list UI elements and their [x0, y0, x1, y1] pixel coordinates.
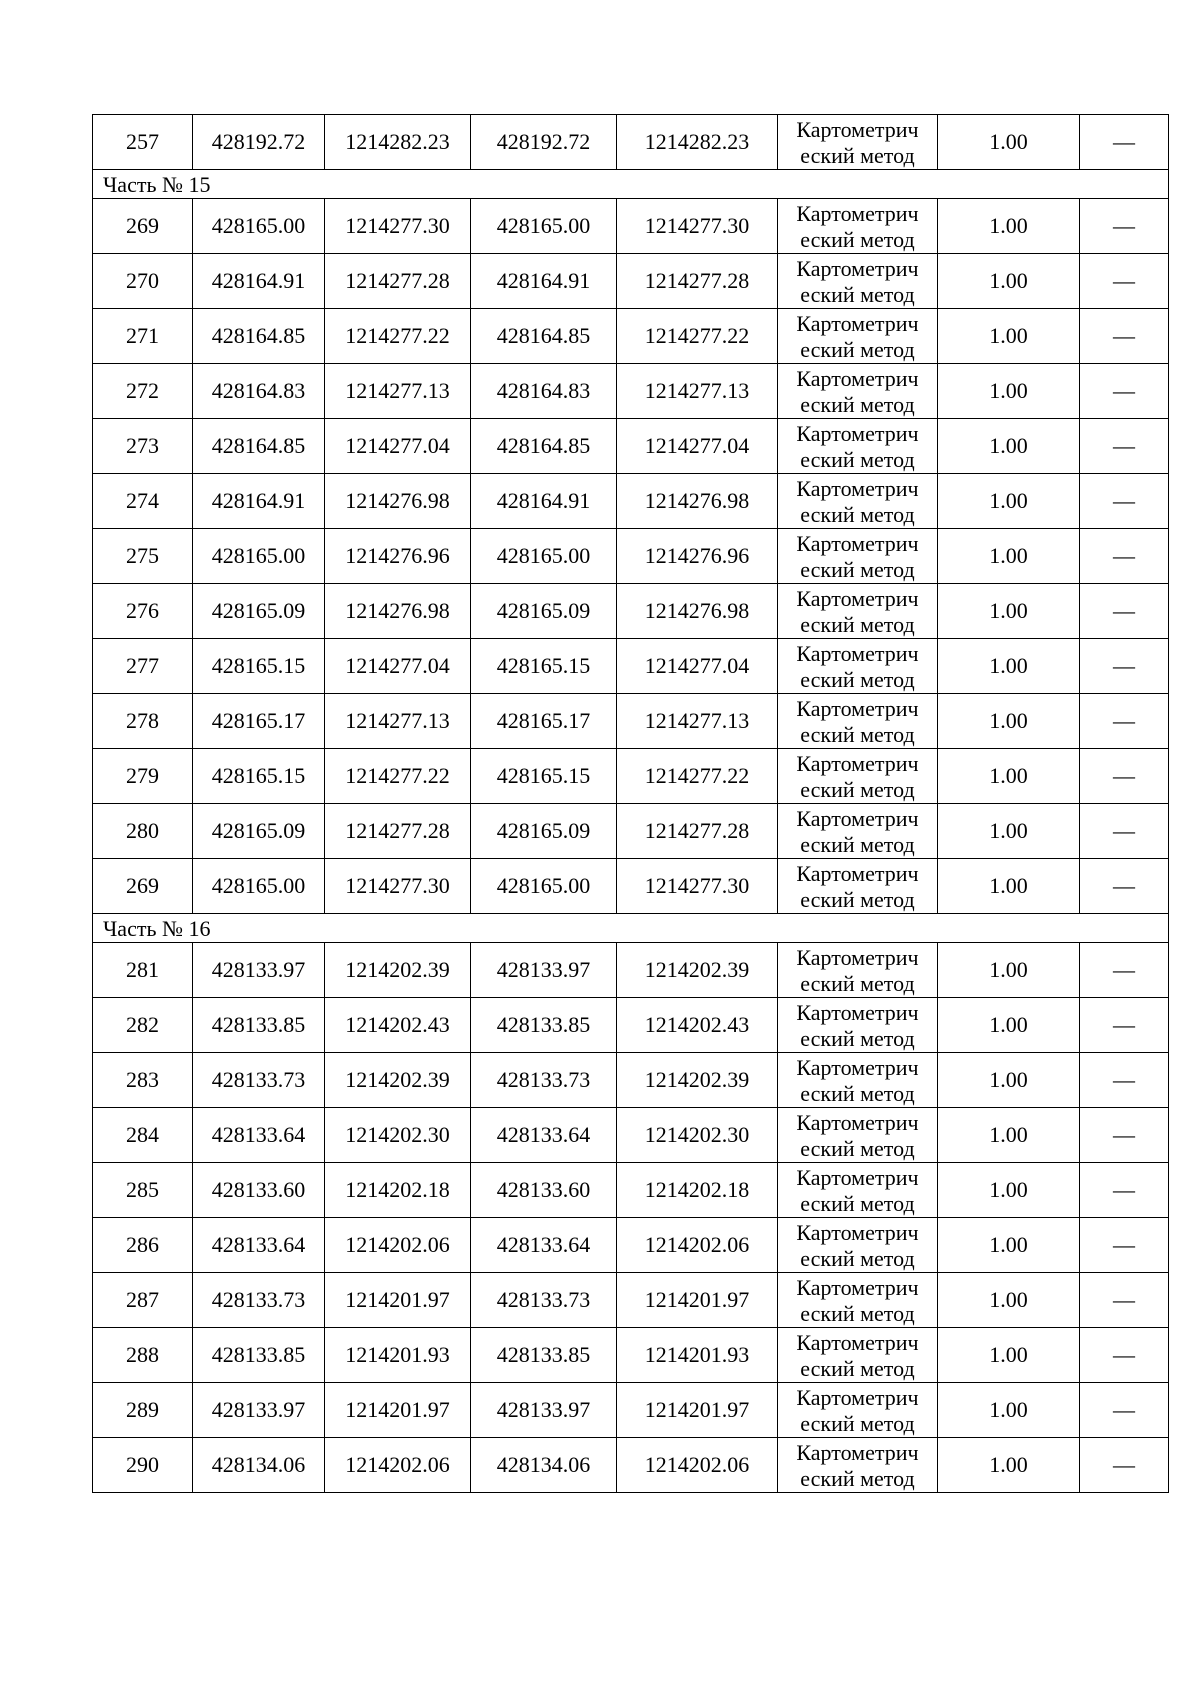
table-row — [93, 694, 1169, 749]
description-cell: — — [1080, 254, 1169, 309]
table-row — [93, 1273, 1169, 1328]
y-new-cell: 1214277.28 — [617, 254, 778, 309]
method-text-line2: еский метод — [800, 1025, 915, 1051]
x-cell: 428133.85 — [193, 998, 325, 1053]
method-cell — [778, 309, 938, 364]
x-cell: 428133.97 — [193, 943, 325, 998]
x-new-cell: 428165.15 — [471, 639, 617, 694]
point-number-cell: 280 — [93, 804, 193, 859]
point-number-cell: 282 — [93, 998, 193, 1053]
accuracy-cell: 1.00 — [938, 584, 1080, 639]
description-cell: — — [1080, 1328, 1169, 1383]
x-cell: 428134.06 — [193, 1438, 325, 1493]
y-new-cell: 1214277.22 — [617, 749, 778, 804]
x-new-cell: 428164.85 — [471, 419, 617, 474]
table-row — [93, 1053, 1169, 1108]
method-cell — [778, 1273, 938, 1328]
table-row — [93, 309, 1169, 364]
y-cell: 1214201.97 — [325, 1383, 471, 1438]
x-cell: 428165.00 — [193, 199, 325, 254]
method-text-line1: Картометрич — [796, 1109, 919, 1135]
y-cell: 1214202.18 — [325, 1163, 471, 1218]
x-cell: 428165.17 — [193, 694, 325, 749]
point-number-cell: 269 — [93, 199, 193, 254]
x-cell: 428133.64 — [193, 1108, 325, 1163]
method-cell — [778, 419, 938, 474]
y-cell: 1214202.06 — [325, 1438, 471, 1493]
y-new-cell: 1214277.30 — [617, 859, 778, 914]
y-cell: 1214202.43 — [325, 998, 471, 1053]
method-text-line1: Картометрич — [796, 860, 919, 886]
accuracy-cell: 1.00 — [938, 309, 1080, 364]
method-text-line2: еский метод — [800, 1300, 915, 1326]
y-new-cell: 1214202.30 — [617, 1108, 778, 1163]
x-cell: 428164.85 — [193, 419, 325, 474]
y-cell: 1214202.06 — [325, 1218, 471, 1273]
method-cell — [778, 1163, 938, 1218]
y-cell: 1214201.97 — [325, 1273, 471, 1328]
accuracy-cell: 1.00 — [938, 1108, 1080, 1163]
method-text-line2: еский метод — [800, 501, 915, 527]
method-cell — [778, 199, 938, 254]
method-cell — [778, 1328, 938, 1383]
point-number-cell: 276 — [93, 584, 193, 639]
method-text-line2: еский метод — [800, 666, 915, 692]
table-row — [93, 749, 1169, 804]
method-cell — [778, 1218, 938, 1273]
method-text-line2: еский метод — [800, 142, 915, 168]
y-cell: 1214202.39 — [325, 943, 471, 998]
method-cell — [778, 749, 938, 804]
section-header-row — [93, 914, 1169, 943]
y-new-cell: 1214277.04 — [617, 419, 778, 474]
method-text-line2: еский метод — [800, 1080, 915, 1106]
description-cell: — — [1080, 1108, 1169, 1163]
method-text-line2: еский метод — [800, 226, 915, 252]
method-text-line2: еский метод — [800, 556, 915, 582]
accuracy-cell: 1.00 — [938, 804, 1080, 859]
method-text-line1: Картометрич — [796, 695, 919, 721]
description-cell: — — [1080, 1383, 1169, 1438]
y-cell: 1214276.98 — [325, 474, 471, 529]
x-cell: 428133.60 — [193, 1163, 325, 1218]
y-new-cell: 1214277.30 — [617, 199, 778, 254]
point-number-cell: 273 — [93, 419, 193, 474]
description-cell: — — [1080, 749, 1169, 804]
accuracy-cell: 1.00 — [938, 859, 1080, 914]
x-new-cell: 428165.00 — [471, 859, 617, 914]
accuracy-cell: 1.00 — [938, 1163, 1080, 1218]
y-new-cell: 1214201.93 — [617, 1328, 778, 1383]
description-cell: — — [1080, 859, 1169, 914]
y-cell: 1214277.28 — [325, 804, 471, 859]
description-cell: — — [1080, 1438, 1169, 1493]
x-cell: 428164.83 — [193, 364, 325, 419]
accuracy-cell: 1.00 — [938, 529, 1080, 584]
method-text-line1: Картометрич — [796, 805, 919, 831]
table-row — [93, 1218, 1169, 1273]
table-row — [93, 639, 1169, 694]
method-text-line2: еский метод — [800, 611, 915, 637]
method-text-line1: Картометрич — [796, 750, 919, 776]
description-cell: — — [1080, 694, 1169, 749]
method-text-line2: еский метод — [800, 336, 915, 362]
x-new-cell: 428165.15 — [471, 749, 617, 804]
accuracy-cell: 1.00 — [938, 1438, 1080, 1493]
method-text-line1: Картометрич — [796, 116, 919, 142]
y-new-cell: 1214277.13 — [617, 364, 778, 419]
description-cell: — — [1080, 804, 1169, 859]
x-new-cell: 428133.97 — [471, 943, 617, 998]
description-cell: — — [1080, 199, 1169, 254]
method-cell — [778, 364, 938, 419]
x-new-cell: 428134.06 — [471, 1438, 617, 1493]
accuracy-cell: 1.00 — [938, 943, 1080, 998]
description-cell: — — [1080, 364, 1169, 419]
y-cell: 1214202.39 — [325, 1053, 471, 1108]
x-new-cell: 428133.97 — [471, 1383, 617, 1438]
description-cell: — — [1080, 1218, 1169, 1273]
method-cell — [778, 998, 938, 1053]
x-cell: 428165.09 — [193, 804, 325, 859]
method-text-line1: Картометрич — [796, 1384, 919, 1410]
method-cell — [778, 115, 938, 170]
method-text-line1: Картометрич — [796, 999, 919, 1025]
point-number-cell: 286 — [93, 1218, 193, 1273]
y-cell: 1214277.13 — [325, 364, 471, 419]
point-number-cell: 284 — [93, 1108, 193, 1163]
method-text-line2: еский метод — [800, 1135, 915, 1161]
method-text-line2: еский метод — [800, 1245, 915, 1271]
method-text-line1: Картометрич — [796, 1329, 919, 1355]
method-text-line2: еский метод — [800, 831, 915, 857]
y-cell: 1214276.98 — [325, 584, 471, 639]
point-number-cell: 274 — [93, 474, 193, 529]
section-title: Часть № 15 — [93, 170, 1169, 199]
method-cell — [778, 254, 938, 309]
method-text-line1: Картометрич — [796, 310, 919, 336]
y-new-cell: 1214202.06 — [617, 1218, 778, 1273]
point-number-cell: 277 — [93, 639, 193, 694]
accuracy-cell: 1.00 — [938, 115, 1080, 170]
table-row — [93, 364, 1169, 419]
accuracy-cell: 1.00 — [938, 1328, 1080, 1383]
y-cell: 1214276.96 — [325, 529, 471, 584]
method-cell — [778, 859, 938, 914]
x-cell: 428133.73 — [193, 1273, 325, 1328]
x-cell: 428164.91 — [193, 474, 325, 529]
table-row — [93, 115, 1169, 170]
table-row — [93, 804, 1169, 859]
table-row — [93, 859, 1169, 914]
point-number-cell: 270 — [93, 254, 193, 309]
method-text-line2: еский метод — [800, 391, 915, 417]
description-cell: — — [1080, 529, 1169, 584]
table-row — [93, 529, 1169, 584]
x-new-cell: 428164.91 — [471, 474, 617, 529]
description-cell: — — [1080, 943, 1169, 998]
x-new-cell: 428164.91 — [471, 254, 617, 309]
x-new-cell: 428165.09 — [471, 804, 617, 859]
y-cell: 1214277.28 — [325, 254, 471, 309]
table-row — [93, 998, 1169, 1053]
description-cell: — — [1080, 998, 1169, 1053]
table-row — [93, 1328, 1169, 1383]
method-cell — [778, 1053, 938, 1108]
method-cell — [778, 694, 938, 749]
description-cell: — — [1080, 309, 1169, 364]
table-row — [93, 199, 1169, 254]
x-cell: 428133.85 — [193, 1328, 325, 1383]
accuracy-cell: 1.00 — [938, 1053, 1080, 1108]
method-cell — [778, 639, 938, 694]
accuracy-cell: 1.00 — [938, 1218, 1080, 1273]
x-cell: 428164.85 — [193, 309, 325, 364]
y-new-cell: 1214202.18 — [617, 1163, 778, 1218]
accuracy-cell: 1.00 — [938, 474, 1080, 529]
accuracy-cell: 1.00 — [938, 639, 1080, 694]
point-number-cell: 271 — [93, 309, 193, 364]
point-number-cell: 278 — [93, 694, 193, 749]
point-number-cell: 287 — [93, 1273, 193, 1328]
x-cell: 428165.09 — [193, 584, 325, 639]
description-cell: — — [1080, 1163, 1169, 1218]
method-text-line1: Картометрич — [796, 640, 919, 666]
y-cell: 1214277.22 — [325, 749, 471, 804]
y-cell: 1214277.13 — [325, 694, 471, 749]
table-row — [93, 1383, 1169, 1438]
method-cell — [778, 1108, 938, 1163]
point-number-cell: 288 — [93, 1328, 193, 1383]
x-cell: 428133.97 — [193, 1383, 325, 1438]
y-new-cell: 1214276.96 — [617, 529, 778, 584]
accuracy-cell: 1.00 — [938, 749, 1080, 804]
point-number-cell: 279 — [93, 749, 193, 804]
table-row — [93, 1438, 1169, 1493]
y-cell: 1214201.93 — [325, 1328, 471, 1383]
point-number-cell: 269 — [93, 859, 193, 914]
y-cell: 1214202.30 — [325, 1108, 471, 1163]
method-text-line2: еский метод — [800, 1465, 915, 1491]
x-cell: 428133.73 — [193, 1053, 325, 1108]
description-cell: — — [1080, 639, 1169, 694]
point-number-cell: 290 — [93, 1438, 193, 1493]
accuracy-cell: 1.00 — [938, 694, 1080, 749]
method-text-line1: Картометрич — [796, 255, 919, 281]
y-new-cell: 1214277.28 — [617, 804, 778, 859]
method-text-line1: Картометрич — [796, 585, 919, 611]
accuracy-cell: 1.00 — [938, 1273, 1080, 1328]
method-text-line2: еский метод — [800, 1355, 915, 1381]
method-text-line2: еский метод — [800, 1190, 915, 1216]
method-cell — [778, 943, 938, 998]
x-new-cell: 428133.73 — [471, 1273, 617, 1328]
x-cell: 428165.00 — [193, 859, 325, 914]
description-cell: — — [1080, 584, 1169, 639]
table-row — [93, 419, 1169, 474]
method-text-line1: Картометрич — [796, 420, 919, 446]
x-new-cell: 428133.64 — [471, 1108, 617, 1163]
method-text-line2: еский метод — [800, 886, 915, 912]
x-new-cell: 428133.85 — [471, 998, 617, 1053]
y-new-cell: 1214202.06 — [617, 1438, 778, 1493]
method-text-line2: еский метод — [800, 446, 915, 472]
x-new-cell: 428192.72 — [471, 115, 617, 170]
method-text-line2: еский метод — [800, 970, 915, 996]
x-new-cell: 428165.00 — [471, 529, 617, 584]
description-cell: — — [1080, 115, 1169, 170]
point-number-cell: 272 — [93, 364, 193, 419]
table-row — [93, 943, 1169, 998]
x-new-cell: 428133.60 — [471, 1163, 617, 1218]
coordinates-table — [92, 114, 1169, 1493]
accuracy-cell: 1.00 — [938, 419, 1080, 474]
accuracy-cell: 1.00 — [938, 199, 1080, 254]
method-text-line1: Картометрич — [796, 1219, 919, 1245]
point-number-cell: 275 — [93, 529, 193, 584]
method-text-line1: Картометрич — [796, 1439, 919, 1465]
method-text-line1: Картометрич — [796, 200, 919, 226]
x-new-cell: 428165.17 — [471, 694, 617, 749]
y-new-cell: 1214202.39 — [617, 943, 778, 998]
method-text-line1: Картометрич — [796, 1164, 919, 1190]
y-new-cell: 1214282.23 — [617, 115, 778, 170]
description-cell: — — [1080, 1053, 1169, 1108]
x-cell: 428165.00 — [193, 529, 325, 584]
x-new-cell: 428133.85 — [471, 1328, 617, 1383]
x-cell: 428192.72 — [193, 115, 325, 170]
section-title: Часть № 16 — [93, 914, 1169, 943]
x-new-cell: 428164.83 — [471, 364, 617, 419]
method-cell — [778, 529, 938, 584]
y-new-cell: 1214277.04 — [617, 639, 778, 694]
y-cell: 1214277.30 — [325, 859, 471, 914]
table-row — [93, 1163, 1169, 1218]
x-cell: 428133.64 — [193, 1218, 325, 1273]
method-text-line1: Картометрич — [796, 365, 919, 391]
method-text-line1: Картометрич — [796, 1274, 919, 1300]
y-new-cell: 1214201.97 — [617, 1273, 778, 1328]
x-new-cell: 428164.85 — [471, 309, 617, 364]
method-text-line1: Картометрич — [796, 475, 919, 501]
description-cell: — — [1080, 474, 1169, 529]
point-number-cell: 281 — [93, 943, 193, 998]
method-text-line2: еский метод — [800, 281, 915, 307]
x-new-cell: 428165.09 — [471, 584, 617, 639]
point-number-cell: 257 — [93, 115, 193, 170]
point-number-cell: 285 — [93, 1163, 193, 1218]
accuracy-cell: 1.00 — [938, 998, 1080, 1053]
y-cell: 1214277.04 — [325, 419, 471, 474]
accuracy-cell: 1.00 — [938, 1383, 1080, 1438]
x-new-cell: 428165.00 — [471, 199, 617, 254]
y-new-cell: 1214202.43 — [617, 998, 778, 1053]
x-cell: 428164.91 — [193, 254, 325, 309]
method-cell — [778, 474, 938, 529]
method-cell — [778, 584, 938, 639]
y-cell: 1214277.30 — [325, 199, 471, 254]
table-row — [93, 254, 1169, 309]
x-cell: 428165.15 — [193, 639, 325, 694]
point-number-cell: 289 — [93, 1383, 193, 1438]
y-new-cell: 1214277.22 — [617, 309, 778, 364]
method-text-line2: еский метод — [800, 776, 915, 802]
accuracy-cell: 1.00 — [938, 364, 1080, 419]
x-cell: 428165.15 — [193, 749, 325, 804]
x-new-cell: 428133.73 — [471, 1053, 617, 1108]
y-new-cell: 1214276.98 — [617, 474, 778, 529]
method-cell — [778, 1383, 938, 1438]
description-cell: — — [1080, 419, 1169, 474]
section-header-row — [93, 170, 1169, 199]
method-cell — [778, 804, 938, 859]
y-new-cell: 1214202.39 — [617, 1053, 778, 1108]
method-cell — [778, 1438, 938, 1493]
accuracy-cell: 1.00 — [938, 254, 1080, 309]
method-text-line2: еский метод — [800, 1410, 915, 1436]
y-new-cell: 1214201.97 — [617, 1383, 778, 1438]
y-new-cell: 1214276.98 — [617, 584, 778, 639]
table-row — [93, 474, 1169, 529]
point-number-cell: 283 — [93, 1053, 193, 1108]
method-text-line1: Картометрич — [796, 1054, 919, 1080]
method-text-line1: Картометрич — [796, 530, 919, 556]
table-row — [93, 584, 1169, 639]
y-cell: 1214282.23 — [325, 115, 471, 170]
y-cell: 1214277.04 — [325, 639, 471, 694]
description-cell: — — [1080, 1273, 1169, 1328]
method-text-line2: еский метод — [800, 721, 915, 747]
table-row — [93, 1108, 1169, 1163]
table-body — [93, 115, 1169, 1493]
x-new-cell: 428133.64 — [471, 1218, 617, 1273]
y-new-cell: 1214277.13 — [617, 694, 778, 749]
y-cell: 1214277.22 — [325, 309, 471, 364]
method-text-line1: Картометрич — [796, 944, 919, 970]
